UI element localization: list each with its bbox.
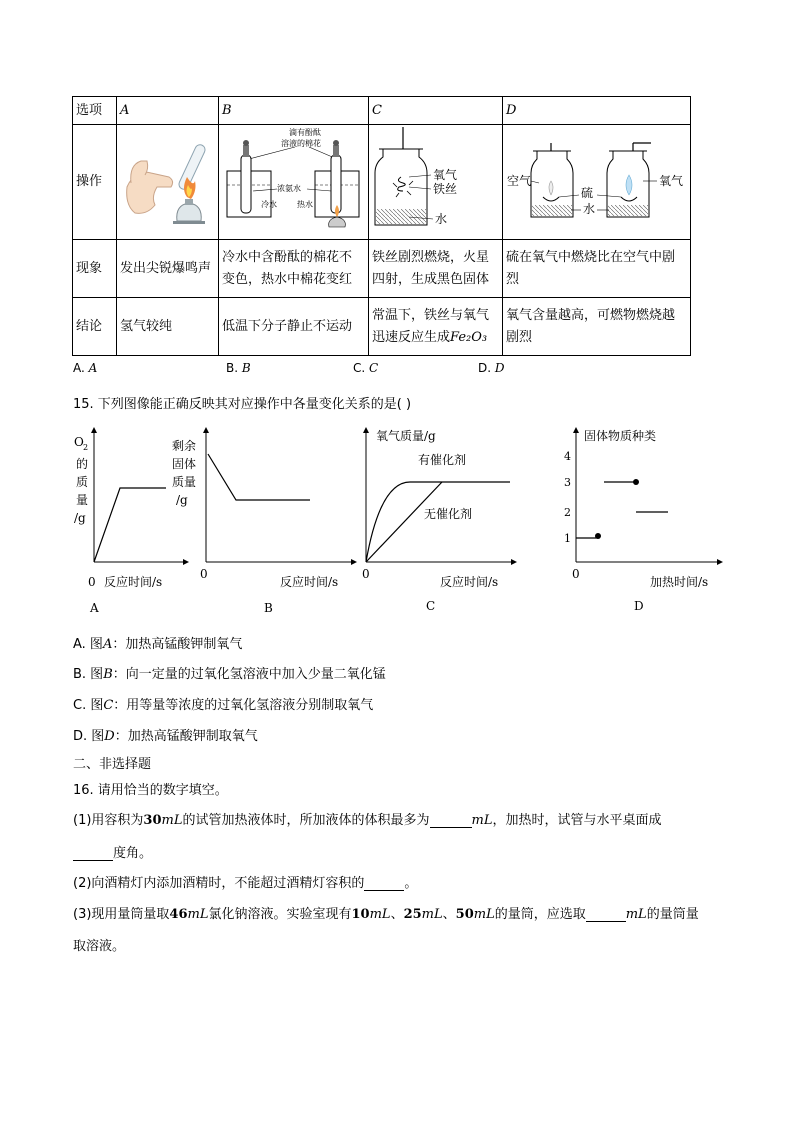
svg-text:质量: 质量 bbox=[172, 475, 197, 489]
d-label-air: 空气 bbox=[507, 174, 532, 188]
operation-d-image bbox=[503, 125, 691, 240]
svg-text:0: 0 bbox=[200, 567, 208, 581]
svg-text:/g: /g bbox=[74, 511, 86, 525]
svg-text:D: D bbox=[634, 599, 644, 613]
phenomenon-a: 发出尖锐爆鸣声 bbox=[117, 240, 219, 298]
hydrogen-test-icon bbox=[117, 125, 217, 231]
q16-part2: (2)向酒精灯内添加酒精时，不能超过酒精灯容积的 。 bbox=[73, 876, 418, 891]
svg-text:加热时间/s: 加热时间/s bbox=[650, 575, 709, 589]
q15-stem: 15. 下列图像能正确反映其对应操作中各量变化关系的是( ) bbox=[73, 397, 412, 412]
graph-b bbox=[172, 428, 356, 615]
q14-choice-a[interactable]: A. A bbox=[73, 361, 98, 375]
svg-text:反应时间/s: 反应时间/s bbox=[104, 575, 163, 589]
svg-text:有催化剂: 有催化剂 bbox=[418, 453, 467, 467]
blank-1[interactable] bbox=[430, 812, 472, 828]
operation-b-image bbox=[219, 125, 369, 240]
row-phenomenon-label: 现象 bbox=[73, 240, 117, 298]
q16-stem: 16. 请用恰当的数字填空。 bbox=[73, 783, 228, 798]
blank-4[interactable] bbox=[586, 906, 626, 922]
svg-text:固体: 固体 bbox=[172, 457, 197, 471]
d-label-o2: 氧气 bbox=[659, 174, 684, 188]
graph-b-curve bbox=[208, 454, 310, 500]
blank-3[interactable] bbox=[364, 875, 404, 891]
svg-text:4: 4 bbox=[564, 450, 571, 463]
q16-part1: (1)用容积为30mL的试管加热液体时，所加液体的体积最多为 mL，加热时，试管与水平桌面成 bbox=[73, 813, 662, 828]
row-operation-label: 操作 bbox=[73, 125, 117, 240]
svg-text:氧气质量/g: 氧气质量/g bbox=[376, 429, 436, 443]
header-b: B bbox=[219, 97, 369, 125]
phenomenon-b: 冷水中含酚酞的棉花不 变色，热水中棉花变红 bbox=[219, 240, 369, 298]
svg-text:/g: /g bbox=[176, 493, 188, 507]
graph-a bbox=[74, 428, 188, 615]
graph-c bbox=[362, 428, 516, 613]
ammonia-diffusion-apparatus-icon bbox=[219, 125, 367, 231]
b-label-top2: 溶液的棉花 bbox=[281, 139, 321, 148]
c-label-water: 水 bbox=[435, 212, 448, 226]
conclusion-c: 常温下，铁丝与氧气 迅速反应生成Fe₂O₃ bbox=[369, 298, 503, 356]
svg-text:O: O bbox=[74, 435, 84, 449]
sulfur-burning-jars-icon bbox=[503, 125, 689, 231]
svg-text:质: 质 bbox=[76, 475, 89, 489]
svg-text:固体物质种类: 固体物质种类 bbox=[584, 429, 657, 443]
d-label-water: 水 bbox=[583, 202, 596, 216]
options-table bbox=[72, 96, 691, 356]
svg-text:无催化剂: 无催化剂 bbox=[424, 507, 473, 521]
q15-option-d[interactable]: D. 图D：加热高锰酸钾制取氧气 bbox=[73, 729, 258, 744]
row-conclusion-label: 结论 bbox=[73, 298, 117, 356]
svg-text:反应时间/s: 反应时间/s bbox=[440, 575, 499, 589]
section-heading: 二、非选择题 bbox=[73, 757, 152, 772]
svg-text:量: 量 bbox=[76, 493, 89, 507]
svg-text:0: 0 bbox=[88, 575, 96, 589]
operation-a-image bbox=[117, 125, 219, 240]
svg-text:C: C bbox=[426, 599, 436, 613]
svg-text:剩余: 剩余 bbox=[172, 439, 197, 453]
svg-text:3: 3 bbox=[564, 476, 571, 489]
svg-text:0: 0 bbox=[572, 567, 580, 581]
phenomenon-d: 硫在氧气中燃烧比在空气中剧 烈 bbox=[503, 240, 691, 298]
svg-text:反应时间/s: 反应时间/s bbox=[280, 575, 339, 589]
q16-part1-cont: 度角。 bbox=[73, 842, 152, 861]
q16-part3: (3)现用量筒量取46mL氯化钠溶液。实验室现有10mL、25mL、50mL的量筒，应选取 mL的量筒量 bbox=[73, 907, 699, 922]
svg-text:2: 2 bbox=[564, 506, 571, 519]
blank-2[interactable] bbox=[73, 845, 113, 861]
q15-option-a[interactable]: A. 图A：加热高锰酸钾制氧气 bbox=[73, 637, 243, 652]
q15-option-c[interactable]: C. 图C：用等量等浓度的过氧化氢溶液分别制取氧气 bbox=[73, 698, 374, 713]
operation-c-image bbox=[369, 125, 503, 240]
q15-option-b[interactable]: B. 图B：向一定量的过氧化氢溶液中加入少量二氧化锰 bbox=[73, 667, 386, 682]
q14-choice-d[interactable]: D. D bbox=[478, 361, 505, 375]
conclusion-d: 氧气含量越高，可燃物燃烧越 剧烈 bbox=[503, 298, 691, 356]
svg-text:B: B bbox=[264, 601, 273, 615]
q16-part3-cont: 取溶液。 bbox=[73, 939, 126, 954]
header-c: C bbox=[369, 97, 503, 125]
svg-text:0: 0 bbox=[362, 567, 370, 581]
phenomenon-c: 铁丝剧烈燃烧，火星 四射，生成黑色固体 bbox=[369, 240, 503, 298]
q15-graphs bbox=[70, 420, 730, 620]
b-label-top: 滴有酚酞 bbox=[289, 128, 321, 137]
graph-c-curve-nocat bbox=[366, 482, 442, 562]
graph-a-curve bbox=[94, 488, 166, 562]
svg-text:2: 2 bbox=[83, 443, 89, 452]
svg-text:的: 的 bbox=[76, 457, 89, 471]
q14-choice-c[interactable]: C. C bbox=[353, 361, 379, 375]
graph-d bbox=[564, 428, 722, 613]
c-label-wire: 铁丝 bbox=[433, 182, 458, 196]
b-label-right: 热水 bbox=[297, 200, 313, 209]
svg-text:A: A bbox=[90, 601, 99, 615]
b-label-mid: 浓氨水 bbox=[277, 184, 301, 193]
header-d: D bbox=[503, 97, 691, 125]
header-label: 选项 bbox=[73, 97, 117, 125]
svg-text:1: 1 bbox=[564, 532, 571, 545]
d-label-s: 硫 bbox=[581, 186, 594, 200]
conclusion-a: 氢气较纯 bbox=[117, 298, 219, 356]
iron-burning-jar-icon bbox=[369, 125, 501, 231]
b-label-left: 冷水 bbox=[261, 200, 277, 209]
conclusion-b: 低温下分子静止不运动 bbox=[219, 298, 369, 356]
graph-c-curve-cat bbox=[366, 482, 510, 562]
q14-choice-b[interactable]: B. B bbox=[226, 361, 251, 375]
header-a: A bbox=[117, 97, 219, 125]
c-label-o2: 氧气 bbox=[433, 168, 458, 182]
